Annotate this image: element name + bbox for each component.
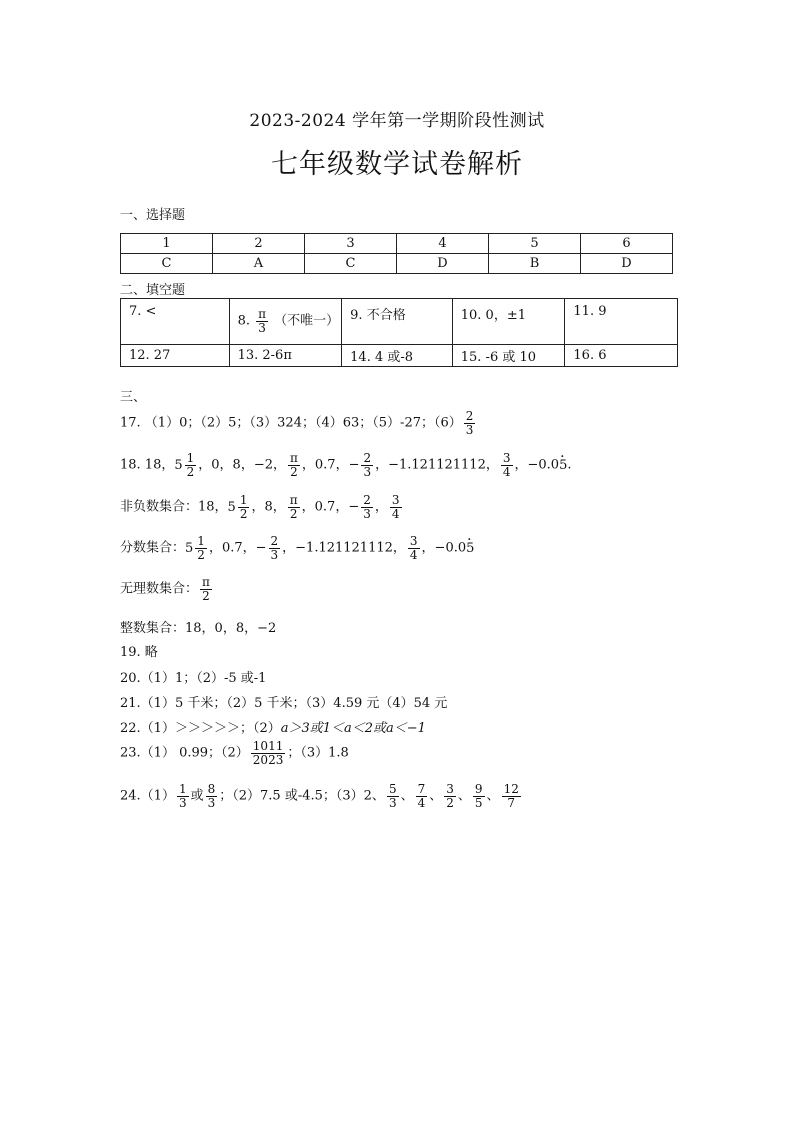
repeating-digit: 5 · bbox=[559, 458, 567, 473]
fraction bbox=[361, 494, 373, 520]
numerator: 2 bbox=[363, 493, 371, 507]
fraction bbox=[288, 494, 300, 520]
fraction bbox=[444, 783, 456, 809]
nonnegative-set-line bbox=[120, 494, 404, 520]
separator: 、 bbox=[400, 788, 414, 804]
multiple-choice-answer-table bbox=[120, 233, 673, 274]
note: （不唯一） bbox=[274, 314, 340, 329]
answer-text: 22.（1）＞＞＞＞＞；（2） bbox=[120, 721, 281, 736]
denominator: 3 bbox=[258, 321, 266, 335]
fill-in-answer-table bbox=[120, 298, 678, 367]
whole-part: 5 bbox=[174, 457, 183, 473]
denominator: 3 bbox=[270, 547, 279, 562]
fraction bbox=[502, 783, 521, 809]
answer-text: ，−1.121121112， bbox=[282, 540, 406, 556]
answer-cell: D bbox=[581, 254, 673, 274]
answer-text: 17. （1）0；（2）5；（3）324；（4）63；（5）-27；（6） bbox=[120, 415, 462, 431]
answer-line-20: 20.（1）1；（2）-5 或-1 bbox=[120, 671, 267, 686]
numerator: 1 bbox=[178, 782, 187, 796]
question-number-row bbox=[121, 234, 673, 254]
answer-text: ；（3）1.8 bbox=[287, 745, 349, 761]
whole-part: 5 bbox=[227, 499, 236, 515]
fill-in-row bbox=[121, 299, 678, 345]
irrational-set-line bbox=[120, 576, 214, 602]
fraction bbox=[416, 783, 428, 809]
fraction bbox=[408, 535, 420, 561]
denominator: 3 bbox=[178, 795, 187, 810]
question-number: 3 bbox=[305, 234, 397, 254]
answer-text: ，0，8，−2， bbox=[198, 457, 286, 473]
answer-cell: 10. 0，±1 bbox=[452, 299, 565, 345]
answer-cell: 16. 6 bbox=[565, 345, 678, 367]
section-heading-solutions: 三、 bbox=[120, 390, 147, 405]
answer-text: 或 bbox=[190, 788, 204, 804]
fraction bbox=[256, 308, 268, 334]
separator: 、 bbox=[486, 788, 500, 804]
answer-line-22 bbox=[120, 717, 426, 736]
fraction bbox=[269, 535, 281, 561]
set-label: 分数集合： bbox=[120, 540, 186, 556]
mixed-number bbox=[228, 494, 252, 520]
answer-line-18 bbox=[120, 452, 572, 478]
fraction bbox=[390, 494, 402, 520]
answer-cell: B bbox=[489, 254, 581, 274]
denominator: 4 bbox=[502, 464, 511, 479]
exam-title: 2023-2024 学年第一学期阶段性测试 bbox=[249, 111, 545, 131]
denominator: 4 bbox=[391, 506, 400, 521]
numerator: 2 bbox=[363, 451, 372, 465]
numerator: 7 bbox=[417, 782, 426, 796]
fraction bbox=[238, 494, 250, 520]
fill-in-row bbox=[121, 345, 678, 367]
answer-cell bbox=[229, 299, 342, 345]
numerator: 9 bbox=[474, 782, 483, 796]
answer-line-17 bbox=[120, 410, 477, 436]
numerator: π bbox=[258, 307, 267, 322]
set-label: 无理数集合： bbox=[120, 581, 199, 597]
fraction bbox=[288, 452, 300, 478]
answer-cell: A bbox=[213, 254, 305, 274]
denominator: 2 bbox=[446, 795, 454, 810]
numerator: π bbox=[202, 575, 210, 589]
fraction-set-line bbox=[120, 535, 474, 561]
answer-cell: 14. 4 或-8 bbox=[342, 345, 453, 367]
numerator: 3 bbox=[409, 534, 418, 548]
exam-subtitle: 七年级数学试卷解析 bbox=[271, 149, 523, 180]
section-heading-fill-in: 二、填空题 bbox=[120, 283, 186, 298]
denominator: 3 bbox=[388, 795, 397, 810]
denominator: 3 bbox=[363, 464, 372, 479]
answer-cell: 15. -6 或 10 bbox=[452, 345, 565, 367]
denominator: 4 bbox=[417, 795, 426, 810]
question-number: 4 bbox=[397, 234, 489, 254]
question-number: 2 bbox=[213, 234, 305, 254]
separator: 、 bbox=[429, 788, 443, 804]
answer-text: ，−0.0 bbox=[514, 457, 560, 473]
answer-text: . bbox=[567, 457, 572, 473]
numerator: 3 bbox=[391, 493, 400, 507]
answer-cell: 12. 27 bbox=[121, 345, 230, 367]
answer-cell: 13. 2-6π bbox=[229, 345, 342, 367]
numerator: π bbox=[290, 451, 298, 465]
answer-text: 23.（1） 0.99；（2） bbox=[120, 745, 249, 761]
numerator: 12 bbox=[503, 782, 519, 796]
repeating-digit: 5 · bbox=[466, 541, 474, 556]
mixed-number bbox=[174, 452, 198, 478]
separator: 、 bbox=[457, 788, 471, 804]
numerator: 3 bbox=[446, 782, 454, 796]
denominator: 3 bbox=[363, 506, 371, 521]
numerator: 1 bbox=[239, 493, 248, 507]
denominator: 5 bbox=[474, 795, 483, 810]
numerator: 1011 bbox=[252, 739, 284, 753]
denominator: 7 bbox=[507, 795, 516, 810]
numerator: 1 bbox=[186, 451, 195, 465]
mixed-number bbox=[185, 535, 209, 561]
answer-text: ，8， bbox=[251, 499, 286, 515]
question-number: 1 bbox=[121, 234, 213, 254]
numerator: 2 bbox=[465, 409, 474, 423]
fraction bbox=[361, 452, 373, 478]
answer-text: ，0.7，− bbox=[208, 540, 267, 556]
section-heading-multiple-choice: 一、选择题 bbox=[120, 208, 186, 223]
fraction bbox=[473, 783, 485, 809]
denominator: 2 bbox=[239, 506, 248, 521]
fraction bbox=[195, 535, 207, 561]
answer-text: ，0.7，− bbox=[301, 457, 360, 473]
numerator: 8 bbox=[207, 782, 216, 796]
answer-line-21: 21.（1）5 千米；（2）5 千米；（3）4.59 元（4）54 元 bbox=[120, 696, 448, 711]
numerator: 3 bbox=[502, 451, 511, 465]
integer-set-line: 整数集合：18，0，8，−2 bbox=[120, 621, 277, 636]
fraction bbox=[185, 452, 197, 478]
denominator: 2 bbox=[186, 464, 195, 479]
denominator: 2 bbox=[290, 464, 298, 479]
fraction bbox=[206, 783, 218, 809]
answer-text: 24.（1） bbox=[120, 788, 175, 804]
fraction bbox=[200, 576, 212, 602]
answer-text: ；（2）7.5 或-4.5；（3）2、 bbox=[219, 788, 385, 804]
fraction bbox=[251, 740, 286, 766]
answer-text: ，−0.0 bbox=[421, 540, 467, 556]
answer-cell: 11. 9 bbox=[565, 299, 678, 345]
numerator: 1 bbox=[197, 534, 205, 548]
numerator: 5 bbox=[388, 782, 397, 796]
denominator: 4 bbox=[409, 547, 418, 562]
answer-text: 18. 18， bbox=[120, 457, 175, 473]
fraction bbox=[177, 783, 189, 809]
answer-line-19: 19. 略 bbox=[120, 645, 158, 660]
set-label: 非负数集合：18， bbox=[120, 499, 228, 515]
fraction bbox=[387, 783, 399, 809]
answer-text: ，0.7，− bbox=[301, 499, 360, 515]
fraction bbox=[464, 410, 476, 436]
denominator: 3 bbox=[207, 795, 216, 810]
answer-line-23 bbox=[120, 740, 349, 766]
denominator: 3 bbox=[465, 422, 474, 437]
question-number: 6 bbox=[581, 234, 673, 254]
answer-cell: 7. < bbox=[121, 299, 230, 345]
question-number: 8. bbox=[237, 314, 250, 329]
answer-line-24 bbox=[120, 783, 523, 809]
answer-cell: C bbox=[305, 254, 397, 274]
denominator: 2 bbox=[289, 506, 298, 521]
answer-cell: D bbox=[397, 254, 489, 274]
denominator: 2 bbox=[197, 547, 205, 562]
whole-part: 5 bbox=[185, 540, 194, 556]
numerator: 2 bbox=[270, 534, 279, 548]
answer-cell: C bbox=[121, 254, 213, 274]
numerator: π bbox=[289, 493, 298, 507]
denominator: 2 bbox=[202, 588, 210, 603]
denominator: 2023 bbox=[252, 752, 284, 767]
question-number: 5 bbox=[489, 234, 581, 254]
inequality-expression: a＞3或1＜a＜2或a＜−1 bbox=[280, 721, 426, 736]
answer-row bbox=[121, 254, 673, 274]
answer-text: ， bbox=[374, 499, 388, 515]
answer-cell: 9. 不合格 bbox=[342, 299, 453, 345]
fraction bbox=[501, 452, 513, 478]
answer-text: ，−1.121121112， bbox=[375, 457, 499, 473]
